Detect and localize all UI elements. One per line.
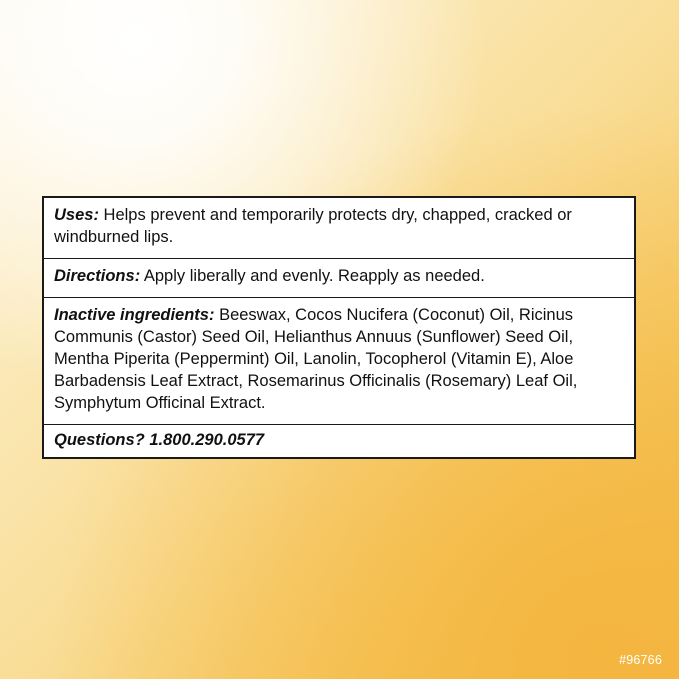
uses-heading-colon: :	[93, 206, 99, 224]
directions-section	[44, 259, 634, 298]
inactive-ingredients-section	[44, 298, 634, 425]
directions-heading: Directions	[54, 266, 135, 285]
uses-section	[44, 198, 634, 259]
questions-section	[44, 425, 634, 458]
uses-heading: Uses	[54, 206, 94, 224]
drug-facts-panel	[42, 196, 636, 459]
inactive-ingredients-heading: Inactive ingredients	[54, 305, 209, 324]
inactive-ingredients-heading-colon: :	[208, 305, 215, 324]
image-watermark: #96766	[619, 653, 662, 667]
inactive-ingredients-text: Beeswax, Cocos Nucifera (Coconut) Oil, Ricinus Communis (Castor) Seed Oil, Helianthus Annuus (Sunflower) Seed Oil, Mentha Piperita (Peppermint) Oil, Lanolin, Tocopherol (Vitamin E), Aloe Barbadensis Leaf Extract, Rosemarinus Officinalis (Rosemary) Leaf Oil, Symphytum Officinal Extract.	[54, 305, 578, 412]
directions-heading-colon: :	[134, 266, 141, 285]
directions-text: Apply liberally and evenly. Reapply as needed.	[143, 266, 485, 285]
uses-text: Helps prevent and temporarily protects dry, chapped, cracked or windburned lips.	[54, 206, 572, 246]
questions-phone: 1.800.290.0577	[149, 430, 265, 449]
questions-heading: Questions?	[54, 430, 145, 449]
